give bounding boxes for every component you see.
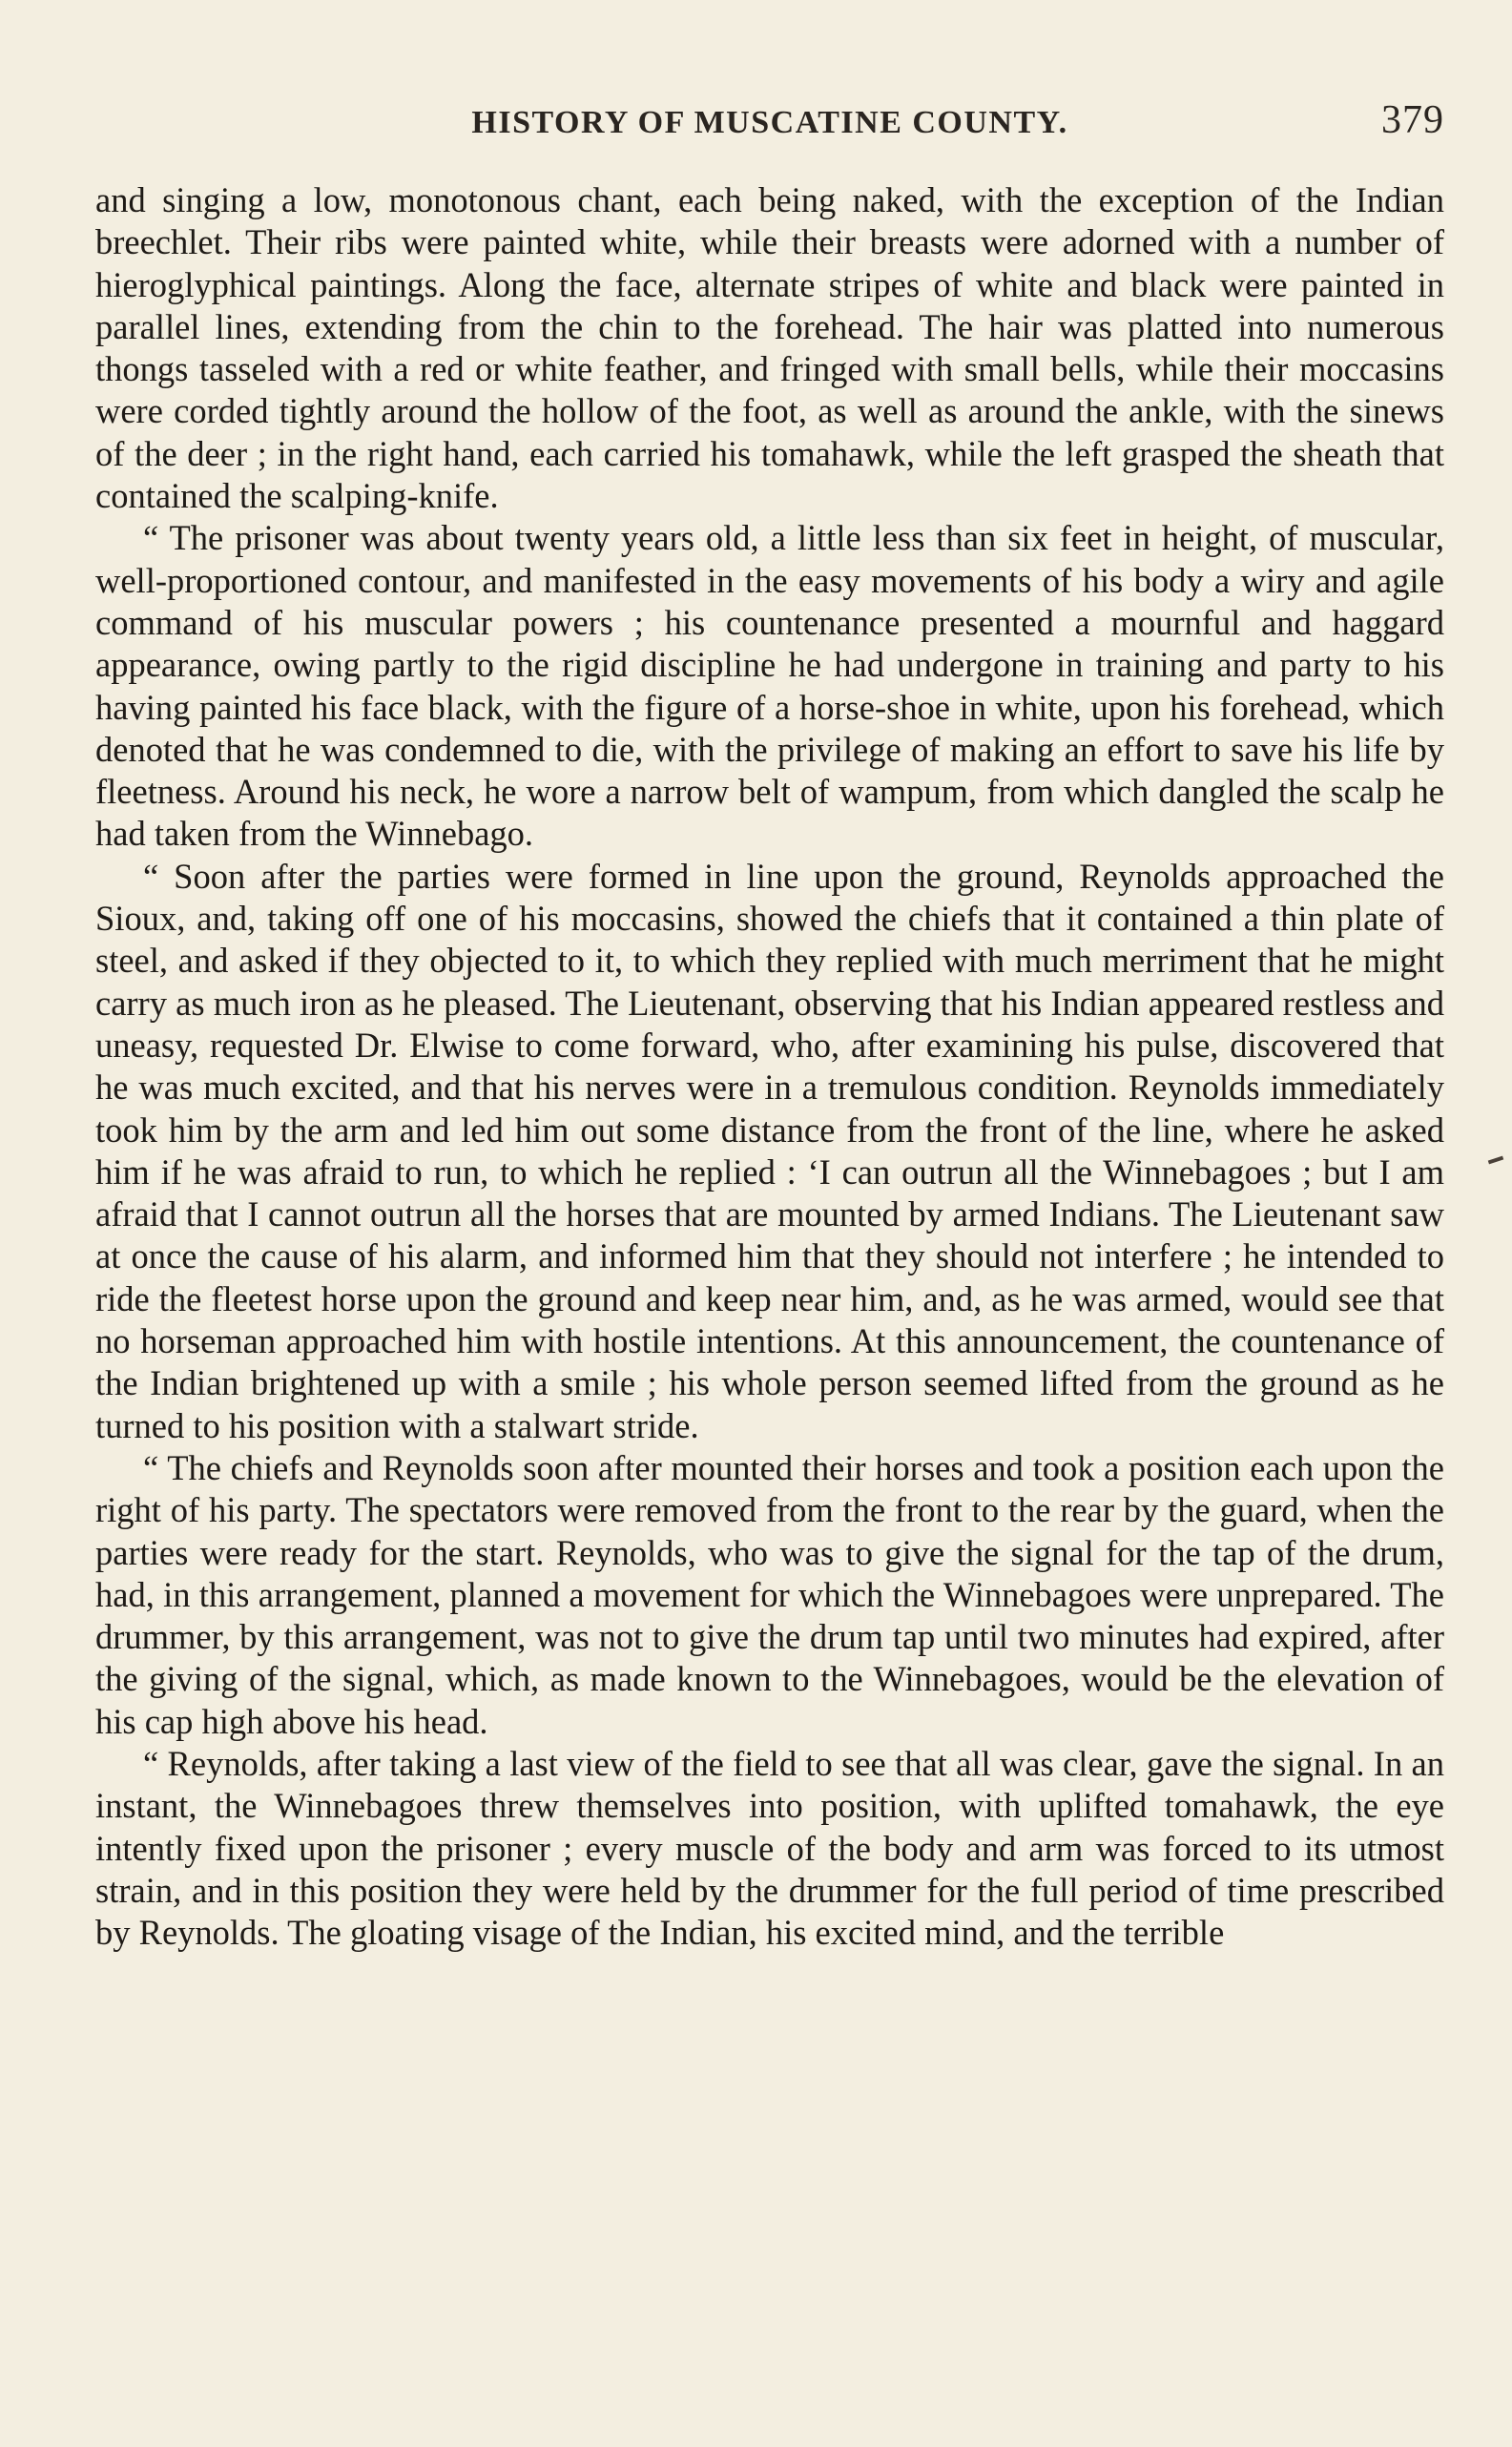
paragraph-2: “ The prisoner was about twenty years old, a little less than six feet in height, of muscular, well-proportioned contour, and manifested in the easy movements of his body a wiry and agile command of his muscular powers ; his countenance presented a mournful and haggard appearance, owing partly to the rigid discipline he had undergone in training and party to his having painted his face black, with the figure of a horse-shoe in white, upon his forehead, which denoted that he was condemned to die, with the privilege of making an effort to save his life by fleetness. Around his neck, he wore a narrow belt of wampum, from which dangled the scalp he had taken from the Winnebago. xyxy=(95,518,1444,854)
margin-mark xyxy=(1488,1156,1503,1165)
running-head xyxy=(95,95,1444,153)
paragraph-4: “ The chiefs and Reynolds soon after mounted their horses and took a position each upon the right of his party. The spectators were removed from the front to the rear by the guard, when the parties were ready for the start. Reynolds, who was to give the signal for the tap of the drum, had, in this arrangement, planned a movement for which the Winnebagoes were unprepared. The drummer, by this arrangement, was not to give the drum tap until two minutes had expired, after the giving of the signal, which, as made known to the Winnebagoes, would be the elevation of his cap high above his head. xyxy=(95,1447,1444,1741)
paragraph-1: and singing a low, monotonous chant, each being naked, with the exception of the Indian breechlet. Their ribs were painted white, while their breasts were adorned with a number of hieroglyphical paintings. Along the face, alternate stripes of white and black were painted in parallel lines, extending from the chin to the forehead. The hair was platted into numerous thongs tasseled with a red or white feather, and fringed with small bells, while their moccasins were corded tightly around the hollow of the foot, as well as around the ankle, with the sinews of the deer ; in the right hand, each carried his tomahawk, while the left grasped the sheath that contained the scalping-knife. xyxy=(95,180,1444,516)
running-title: HISTORY OF MUSCATINE COUNTY. xyxy=(471,105,1068,140)
body-text xyxy=(95,179,1444,1954)
paragraph-3: “ Soon after the parties were formed in line upon the ground, Reynolds approached the Sioux, and, taking off one of his moccasins, showed the chiefs that it contained a thin plate of steel, and asked if they objected to it, to which they replied with much merriment that he might carry as much iron as he pleased. The Lieutenant, observing that his Indian appeared restless and uneasy, requested Dr. Elwise to come forward, who, after examining his pulse, discovered that he was much excited, and that his nerves were in a tremulous condition. Reynolds immediately took him by the arm and led him out some distance from the front of the line, where he asked him if he was afraid to run, to which he replied : ‘I can outrun all the Winnebagoes ; but I am afraid that I cannot outrun all the horses that are mounted by armed Indians. The Lieutenant saw at once the cause of his alarm, and informed him that they should not interfere ; he intended to ride the fleetest horse upon the ground and keep near him, and, as he was armed, would see that no horseman approached him with hostile intentions. At this announcement, the countenance of the Indian brightened up with a smile ; his whole person seemed lifted from the ground as he turned to his position with a stalwart stride. xyxy=(95,856,1444,1445)
paragraph-5: “ Reynolds, after taking a last view of the field to see that all was clear, gave the signal. In an instant, the Winnebagoes threw themselves into position, with uplifted tomahawk, the eye intently fixed upon the prisoner ; every muscle of the body and arm was forced to its utmost strain, and in this position they were held by the drummer for the full period of time prescribed by Reynolds. The gloating visage of the Indian, his excited mind, and the terrible xyxy=(95,1743,1444,1953)
page-number: 379 xyxy=(1381,98,1444,142)
